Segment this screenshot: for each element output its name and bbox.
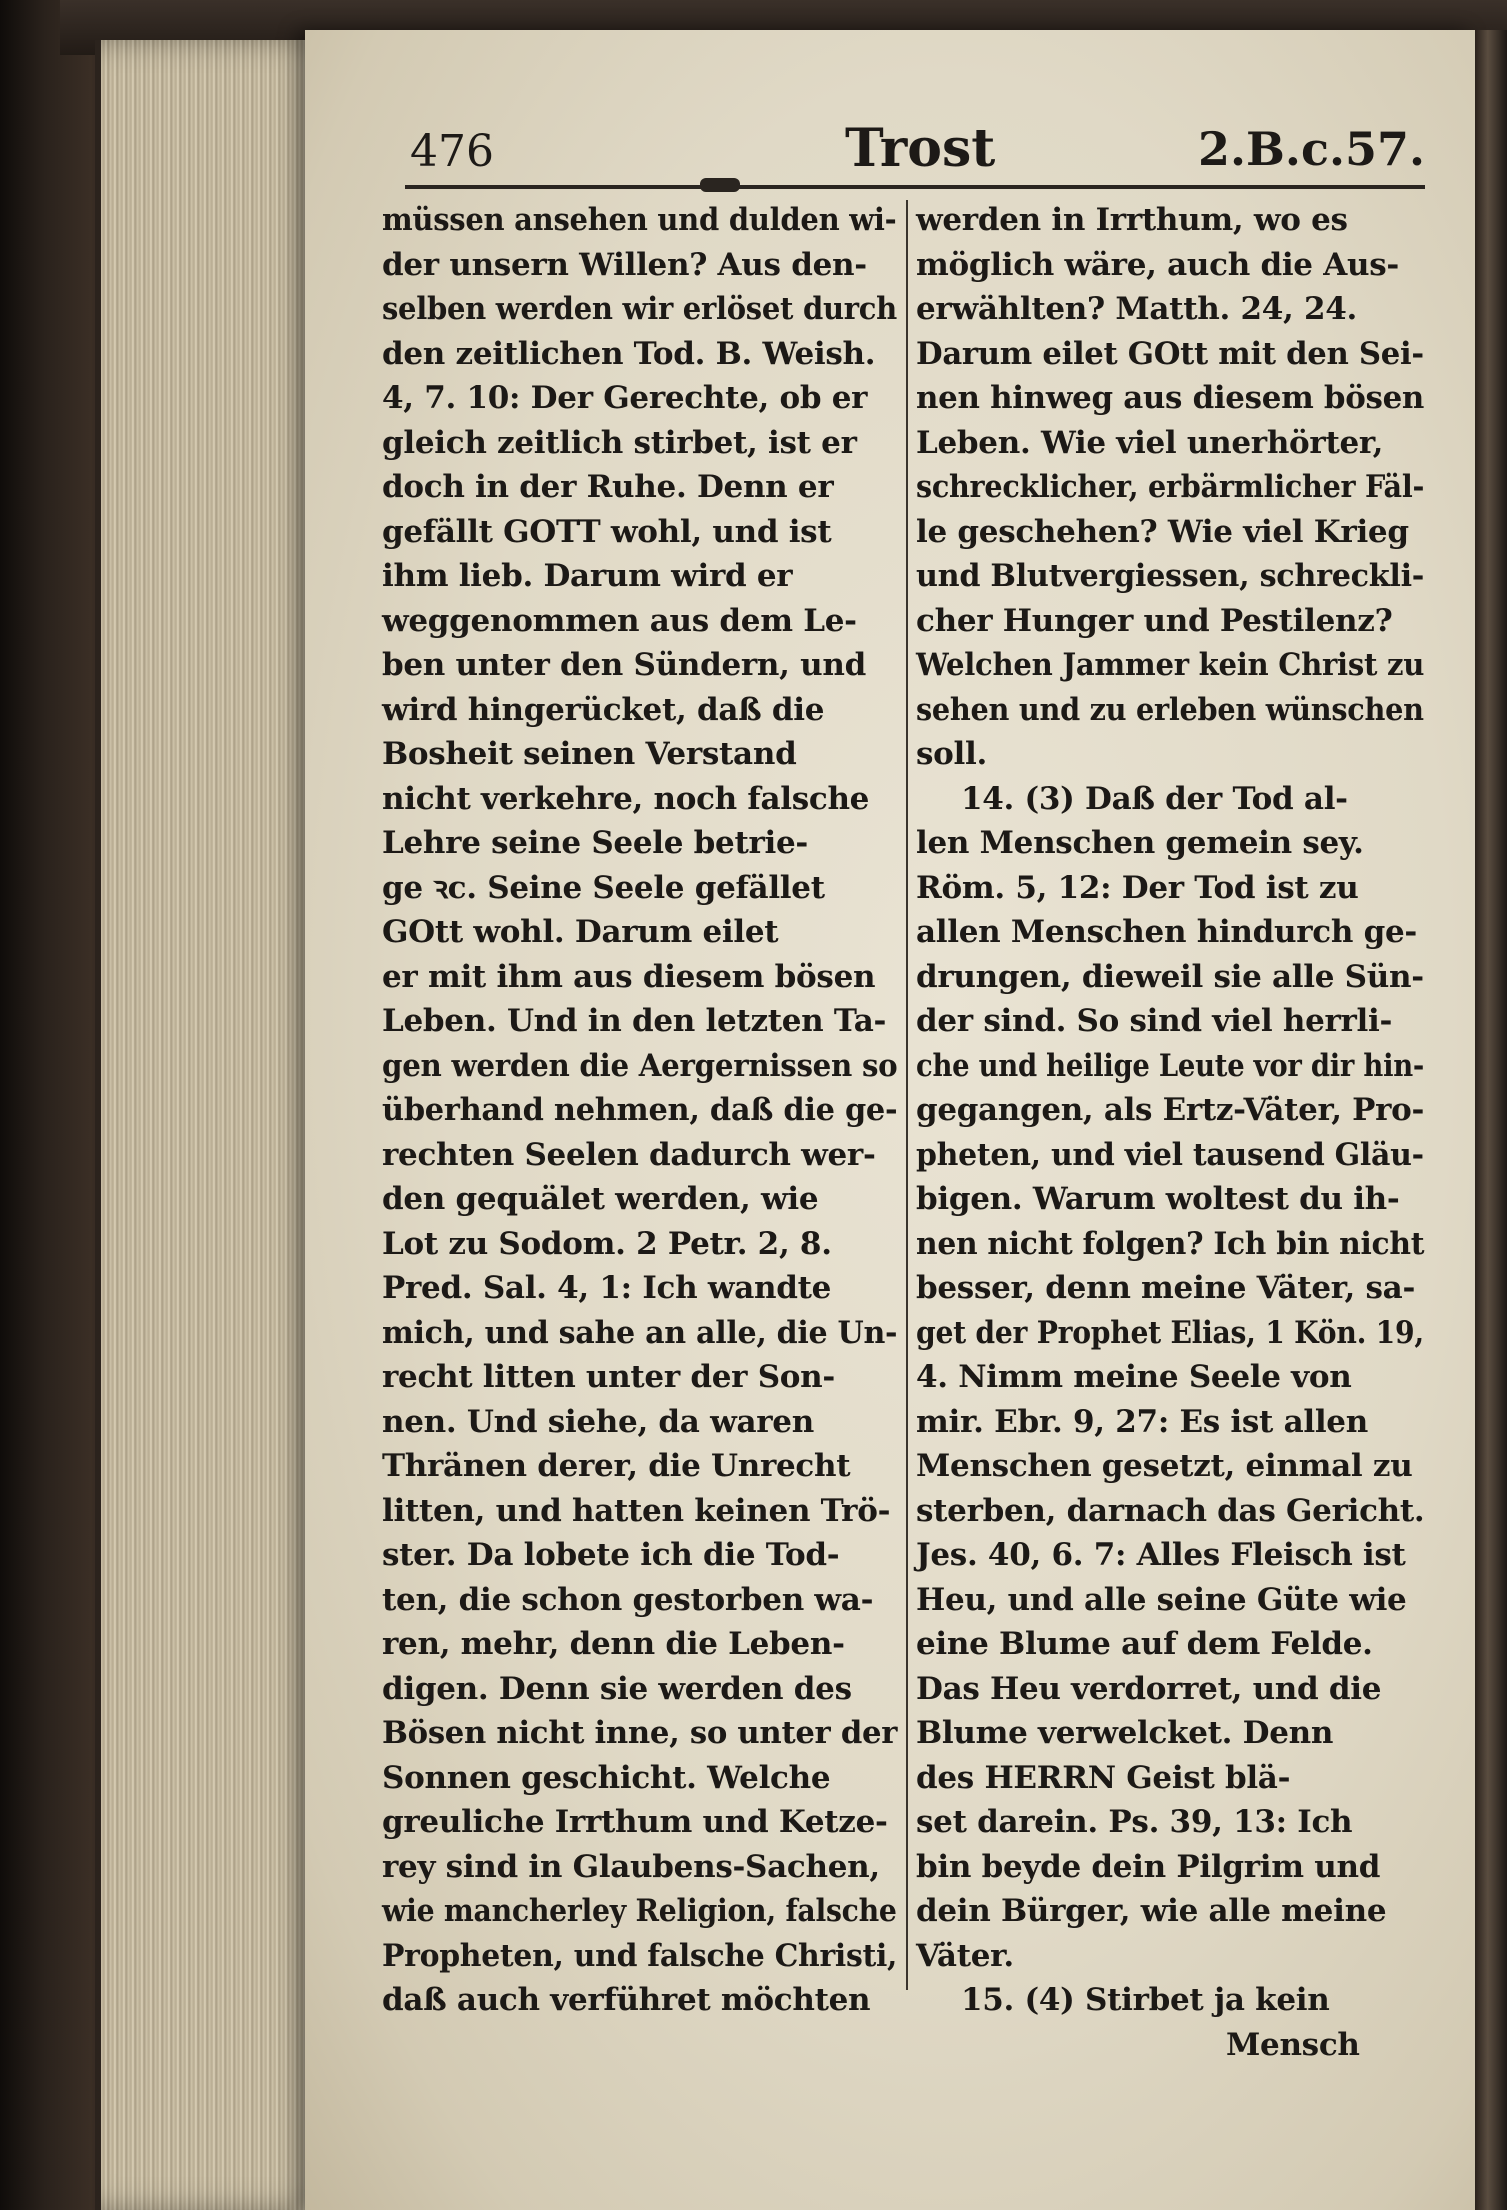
text-line: Leben. Wie viel unerhörter,	[916, 424, 1384, 461]
text-line: gleich zeitlich stirbet, ist er	[382, 424, 857, 461]
page-number: 476	[410, 126, 494, 177]
text-line: wird hingerücket, daß die	[382, 691, 825, 728]
text-line: gen werden die Aergernissen so	[382, 1047, 898, 1084]
text-line: Jes. 40, 6. 7: Alles Fleisch ist	[916, 1537, 1406, 1573]
chapter-signature: 2.B.c.57.	[1198, 122, 1425, 176]
rule-ornament	[700, 178, 740, 192]
text-line: che und heilige Leute vor dir hin-	[916, 1047, 1425, 1084]
text-line: litten, und hatten keinen Trö-	[382, 1492, 891, 1529]
text-line: schrecklicher, erbärmlicher Fäl-	[916, 469, 1425, 505]
text-line: überhand nehmen, daß die ge-	[382, 1092, 898, 1128]
text-line: 4. Nimm meine Seele von	[916, 1359, 1352, 1395]
text-line: get der Prophet Elias, 1 Kön. 19,	[916, 1314, 1424, 1351]
text-line: ren, mehr, denn die Leben-	[382, 1626, 845, 1662]
text-line: Thränen derer, die Unrecht	[382, 1448, 851, 1484]
text-line: greuliche Irrthum und Ketze-	[382, 1804, 888, 1840]
text-line: erwählten? Matth. 24, 24.	[916, 291, 1358, 327]
text-line: Röm. 5, 12: Der Tod ist zu	[916, 869, 1359, 906]
text-line: Lehre seine Seele betrie-	[382, 825, 808, 861]
text-line: le geschehen? Wie viel Krieg	[916, 513, 1409, 550]
text-line: recht litten unter der Son-	[382, 1359, 835, 1395]
text-line: digen. Denn sie werden des	[382, 1670, 852, 1707]
text-line: mich, und sahe an alle, die Un-	[382, 1314, 898, 1351]
text-line: Das Heu verdorret, und die	[916, 1670, 1382, 1707]
column-divider	[906, 200, 908, 1990]
text-line: cher Hunger und Pestilenz?	[916, 602, 1393, 639]
text-line: selben werden wir erlöset durch	[382, 291, 897, 327]
text-line: weggenommen aus dem Le-	[382, 602, 857, 639]
text-line: drungen, dieweil sie alle Sün-	[916, 958, 1424, 995]
text-line: sehen und zu erleben wünschen	[916, 691, 1424, 728]
text-line: rechten Seelen dadurch wer-	[382, 1136, 876, 1173]
text-line: nen nicht folgen? Ich bin nicht	[916, 1225, 1425, 1262]
text-line: werden in Irrthum, wo es	[916, 202, 1348, 238]
text-line: nicht verkehre, noch falsche	[382, 780, 870, 817]
text-line: Sonnen geschicht. Welche	[382, 1759, 831, 1796]
text-line: möglich wäre, auch die Aus-	[916, 246, 1399, 283]
text-line: ihm lieb. Darum wird er	[382, 558, 793, 594]
book-gutter-right	[1475, 30, 1507, 2210]
text-line: daß auch verführet möchten	[382, 1982, 871, 2018]
text-line: gefällt GOTT wohl, und ist	[382, 513, 832, 550]
text-line: gegangen, als Ertz-Väter, Pro-	[916, 1092, 1424, 1128]
text-line: und Blutvergiessen, schreckli-	[916, 558, 1425, 594]
catchword: Mensch	[1226, 2026, 1360, 2063]
text-line: GOtt wohl. Darum eilet	[382, 914, 779, 950]
text-line: nen. Und siehe, da waren	[382, 1403, 814, 1440]
text-line: bin beyde dein Pilgrim und	[916, 1848, 1381, 1885]
text-line: 4, 7. 10: Der Gerechte, ob er	[382, 380, 868, 416]
text-line: wie mancherley Religion, falsche	[382, 1893, 897, 1929]
text-line: Lot zu Sodom. 2 Petr. 2, 8.	[382, 1225, 832, 1262]
running-head: Trost	[845, 118, 996, 179]
text-line: besser, denn meine Väter, sa-	[916, 1270, 1416, 1306]
text-line: Bösen nicht inne, so unter der	[382, 1715, 898, 1751]
text-line: der unsern Willen? Aus den-	[382, 246, 867, 283]
text-line: Väter.	[916, 1937, 1014, 1974]
text-line: ge ꝛc. Seine Seele gefället	[382, 869, 825, 906]
text-line: der sind. So sind viel herrli-	[916, 1003, 1393, 1039]
text-line: Bosheit seinen Verstand	[382, 736, 797, 772]
text-line: Welchen Jammer kein Christ zu	[916, 647, 1425, 683]
text-line: Leben. Und in den letzten Ta-	[382, 1003, 887, 1039]
text-line: er mit ihm aus diesem bösen	[382, 958, 876, 995]
text-line: Blume verwelcket. Denn	[916, 1715, 1334, 1751]
text-line: nen hinweg aus diesem bösen	[916, 380, 1425, 416]
text-line: bigen. Warum woltest du ih-	[916, 1181, 1400, 1217]
text-line: dein Bürger, wie alle meine	[916, 1893, 1387, 1929]
text-line: rey sind in Glaubens-Sachen,	[382, 1848, 880, 1885]
text-line: den zeitlichen Tod. B. Weish.	[382, 335, 876, 372]
text-line: Menschen gesetzt, einmal zu	[916, 1448, 1413, 1484]
text-line: allen Menschen hindurch ge-	[916, 914, 1417, 950]
text-line: 15. (4) Stirbet ja kein	[961, 1982, 1330, 2018]
text-line: Pred. Sal. 4, 1: Ich wandte	[382, 1270, 832, 1306]
header-rule	[405, 185, 1425, 189]
text-line: set darein. Ps. 39, 13: Ich	[916, 1804, 1353, 1840]
text-line: ster. Da lobete ich die Tod-	[382, 1537, 840, 1573]
text-line: den gequälet werden, wie	[382, 1181, 819, 1217]
text-line: 14. (3) Daß der Tod al-	[961, 780, 1348, 817]
text-line: soll.	[916, 736, 987, 772]
text-line: des HERRN Geist blä-	[916, 1759, 1291, 1796]
text-line: mir. Ebr. 9, 27: Es ist allen	[916, 1403, 1368, 1440]
text-line: pheten, und viel tausend Gläu-	[916, 1136, 1424, 1173]
right-text-column	[916, 198, 1424, 2067]
left-text-column	[382, 198, 897, 2023]
text-line: eine Blume auf dem Felde.	[916, 1626, 1373, 1662]
text-line: len Menschen gemein sey.	[916, 825, 1364, 861]
text-line: doch in der Ruhe. Denn er	[382, 469, 834, 505]
text-line: ten, die schon gestorben wa-	[382, 1581, 874, 1618]
page-header	[410, 118, 1425, 188]
text-line: sterben, darnach das Gericht.	[916, 1492, 1425, 1529]
text-line: müssen ansehen und dulden wi-	[382, 202, 897, 238]
text-line: Heu, und alle seine Güte wie	[916, 1581, 1407, 1618]
text-line: Propheten, und falsche Christi,	[382, 1937, 898, 1974]
text-line: Darum eilet GOtt mit den Sei-	[916, 335, 1424, 372]
text-line: ben unter den Sündern, und	[382, 647, 866, 683]
